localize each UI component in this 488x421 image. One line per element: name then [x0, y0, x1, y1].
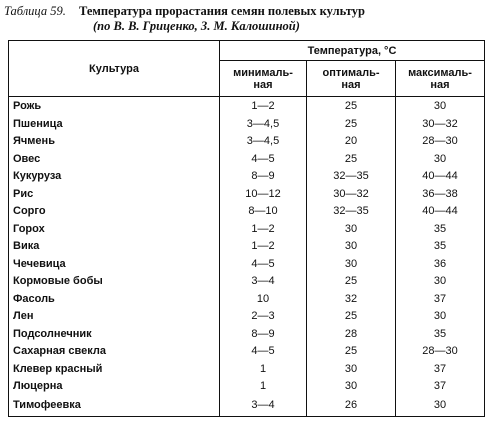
- min-temperature-cell: 4—5: [220, 151, 307, 169]
- table-row: [9, 116, 485, 134]
- max-temperature-cell: 30: [396, 273, 485, 291]
- min-temperature-cell: 1: [220, 361, 307, 379]
- table-row: [9, 151, 485, 169]
- min-temperature-cell: 10—12: [220, 186, 307, 204]
- table-row: [9, 273, 485, 291]
- table-row: [9, 203, 485, 221]
- max-temperature-cell: 28—30: [396, 133, 485, 151]
- max-temperature-cell: 30: [396, 308, 485, 326]
- min-temperature-cell: 2—3: [220, 308, 307, 326]
- header-max: [396, 61, 485, 97]
- opt-temperature-cell: 32—35: [307, 203, 396, 221]
- opt-temperature-cell: 25: [307, 116, 396, 134]
- opt-temperature-cell: 25: [307, 97, 396, 116]
- opt-temperature-cell: 30: [307, 361, 396, 379]
- max-temperature-cell: 30: [396, 396, 485, 417]
- table-row: [9, 378, 485, 396]
- opt-temperature-cell: 25: [307, 273, 396, 291]
- min-temperature-cell: 4—5: [220, 343, 307, 361]
- header-row-1: [9, 41, 485, 61]
- header-min-label: минималь- ная: [233, 66, 293, 91]
- min-temperature-cell: 10: [220, 291, 307, 309]
- table-row: [9, 361, 485, 379]
- opt-temperature-cell: 30—32: [307, 186, 396, 204]
- header-temperature: Температура, °С: [220, 41, 485, 61]
- table-row: [9, 168, 485, 186]
- caption-line-1: [4, 4, 365, 19]
- header-opt: [307, 61, 396, 97]
- crop-cell: Вика: [9, 238, 220, 256]
- max-temperature-cell: 30: [396, 97, 485, 116]
- table-row: [9, 308, 485, 326]
- crop-cell: Кормовые бобы: [9, 273, 220, 291]
- min-temperature-cell: 3—4: [220, 273, 307, 291]
- opt-temperature-cell: 30: [307, 238, 396, 256]
- crop-cell: Сорго: [9, 203, 220, 221]
- min-temperature-cell: 1—2: [220, 97, 307, 116]
- max-temperature-cell: 35: [396, 221, 485, 239]
- opt-temperature-cell: 25: [307, 308, 396, 326]
- crop-cell: Люцерна: [9, 378, 220, 396]
- crop-cell: Чечевица: [9, 256, 220, 274]
- min-temperature-cell: 1—2: [220, 238, 307, 256]
- header-crop: Культура: [9, 41, 220, 97]
- table-row: [9, 133, 485, 151]
- max-temperature-cell: 35: [396, 238, 485, 256]
- crop-cell: Ячмень: [9, 133, 220, 151]
- min-temperature-cell: 3—4,5: [220, 116, 307, 134]
- crop-cell: Овес: [9, 151, 220, 169]
- opt-temperature-cell: 20: [307, 133, 396, 151]
- table-row: [9, 186, 485, 204]
- table-caption: [0, 0, 488, 40]
- crop-cell: Лен: [9, 308, 220, 326]
- table-number-label: Таблица 59.: [4, 4, 66, 18]
- table-header: [9, 41, 485, 97]
- crop-cell: Тимофеевка: [9, 396, 220, 417]
- opt-temperature-cell: 30: [307, 256, 396, 274]
- crop-cell: Сахарная свекла: [9, 343, 220, 361]
- max-temperature-cell: 37: [396, 361, 485, 379]
- max-temperature-cell: 40—44: [396, 168, 485, 186]
- table-row: [9, 221, 485, 239]
- max-temperature-cell: 30: [396, 151, 485, 169]
- min-temperature-cell: 1: [220, 378, 307, 396]
- header-opt-label: оптималь- ная: [322, 66, 380, 91]
- header-max-label: максималь- ная: [408, 66, 472, 91]
- crop-cell: Кукуруза: [9, 168, 220, 186]
- opt-temperature-cell: 25: [307, 343, 396, 361]
- header-min: [220, 61, 307, 97]
- min-temperature-cell: 8—9: [220, 326, 307, 344]
- crop-cell: Фасоль: [9, 291, 220, 309]
- table-title: Температура прорастания семян полевых культур: [78, 4, 365, 18]
- table-row: [9, 238, 485, 256]
- table-row: [9, 291, 485, 309]
- table-source: (по В. В. Гриценко, З. М. Калошиной): [93, 19, 300, 33]
- crop-cell: Рис: [9, 186, 220, 204]
- max-temperature-cell: 35: [396, 326, 485, 344]
- min-temperature-cell: 1—2: [220, 221, 307, 239]
- table-row: [9, 97, 485, 116]
- min-temperature-cell: 3—4,5: [220, 133, 307, 151]
- max-temperature-cell: 36: [396, 256, 485, 274]
- max-temperature-cell: 28—30: [396, 343, 485, 361]
- max-temperature-cell: 37: [396, 291, 485, 309]
- table-row: [9, 256, 485, 274]
- opt-temperature-cell: 30: [307, 378, 396, 396]
- min-temperature-cell: 4—5: [220, 256, 307, 274]
- table-row: [9, 396, 485, 417]
- table-row: [9, 343, 485, 361]
- germination-temperature-table: [8, 40, 485, 417]
- table-body: [9, 97, 485, 417]
- max-temperature-cell: 37: [396, 378, 485, 396]
- crop-cell: Рожь: [9, 97, 220, 116]
- min-temperature-cell: 8—9: [220, 168, 307, 186]
- opt-temperature-cell: 30: [307, 221, 396, 239]
- opt-temperature-cell: 25: [307, 151, 396, 169]
- crop-cell: Пшеница: [9, 116, 220, 134]
- crop-cell: Подсолнечник: [9, 326, 220, 344]
- max-temperature-cell: 30—32: [396, 116, 485, 134]
- max-temperature-cell: 40—44: [396, 203, 485, 221]
- opt-temperature-cell: 28: [307, 326, 396, 344]
- opt-temperature-cell: 32—35: [307, 168, 396, 186]
- min-temperature-cell: 8—10: [220, 203, 307, 221]
- opt-temperature-cell: 26: [307, 396, 396, 417]
- min-temperature-cell: 3—4: [220, 396, 307, 417]
- crop-cell: Горох: [9, 221, 220, 239]
- table-row: [9, 326, 485, 344]
- opt-temperature-cell: 32: [307, 291, 396, 309]
- max-temperature-cell: 36—38: [396, 186, 485, 204]
- crop-cell: Клевер красный: [9, 361, 220, 379]
